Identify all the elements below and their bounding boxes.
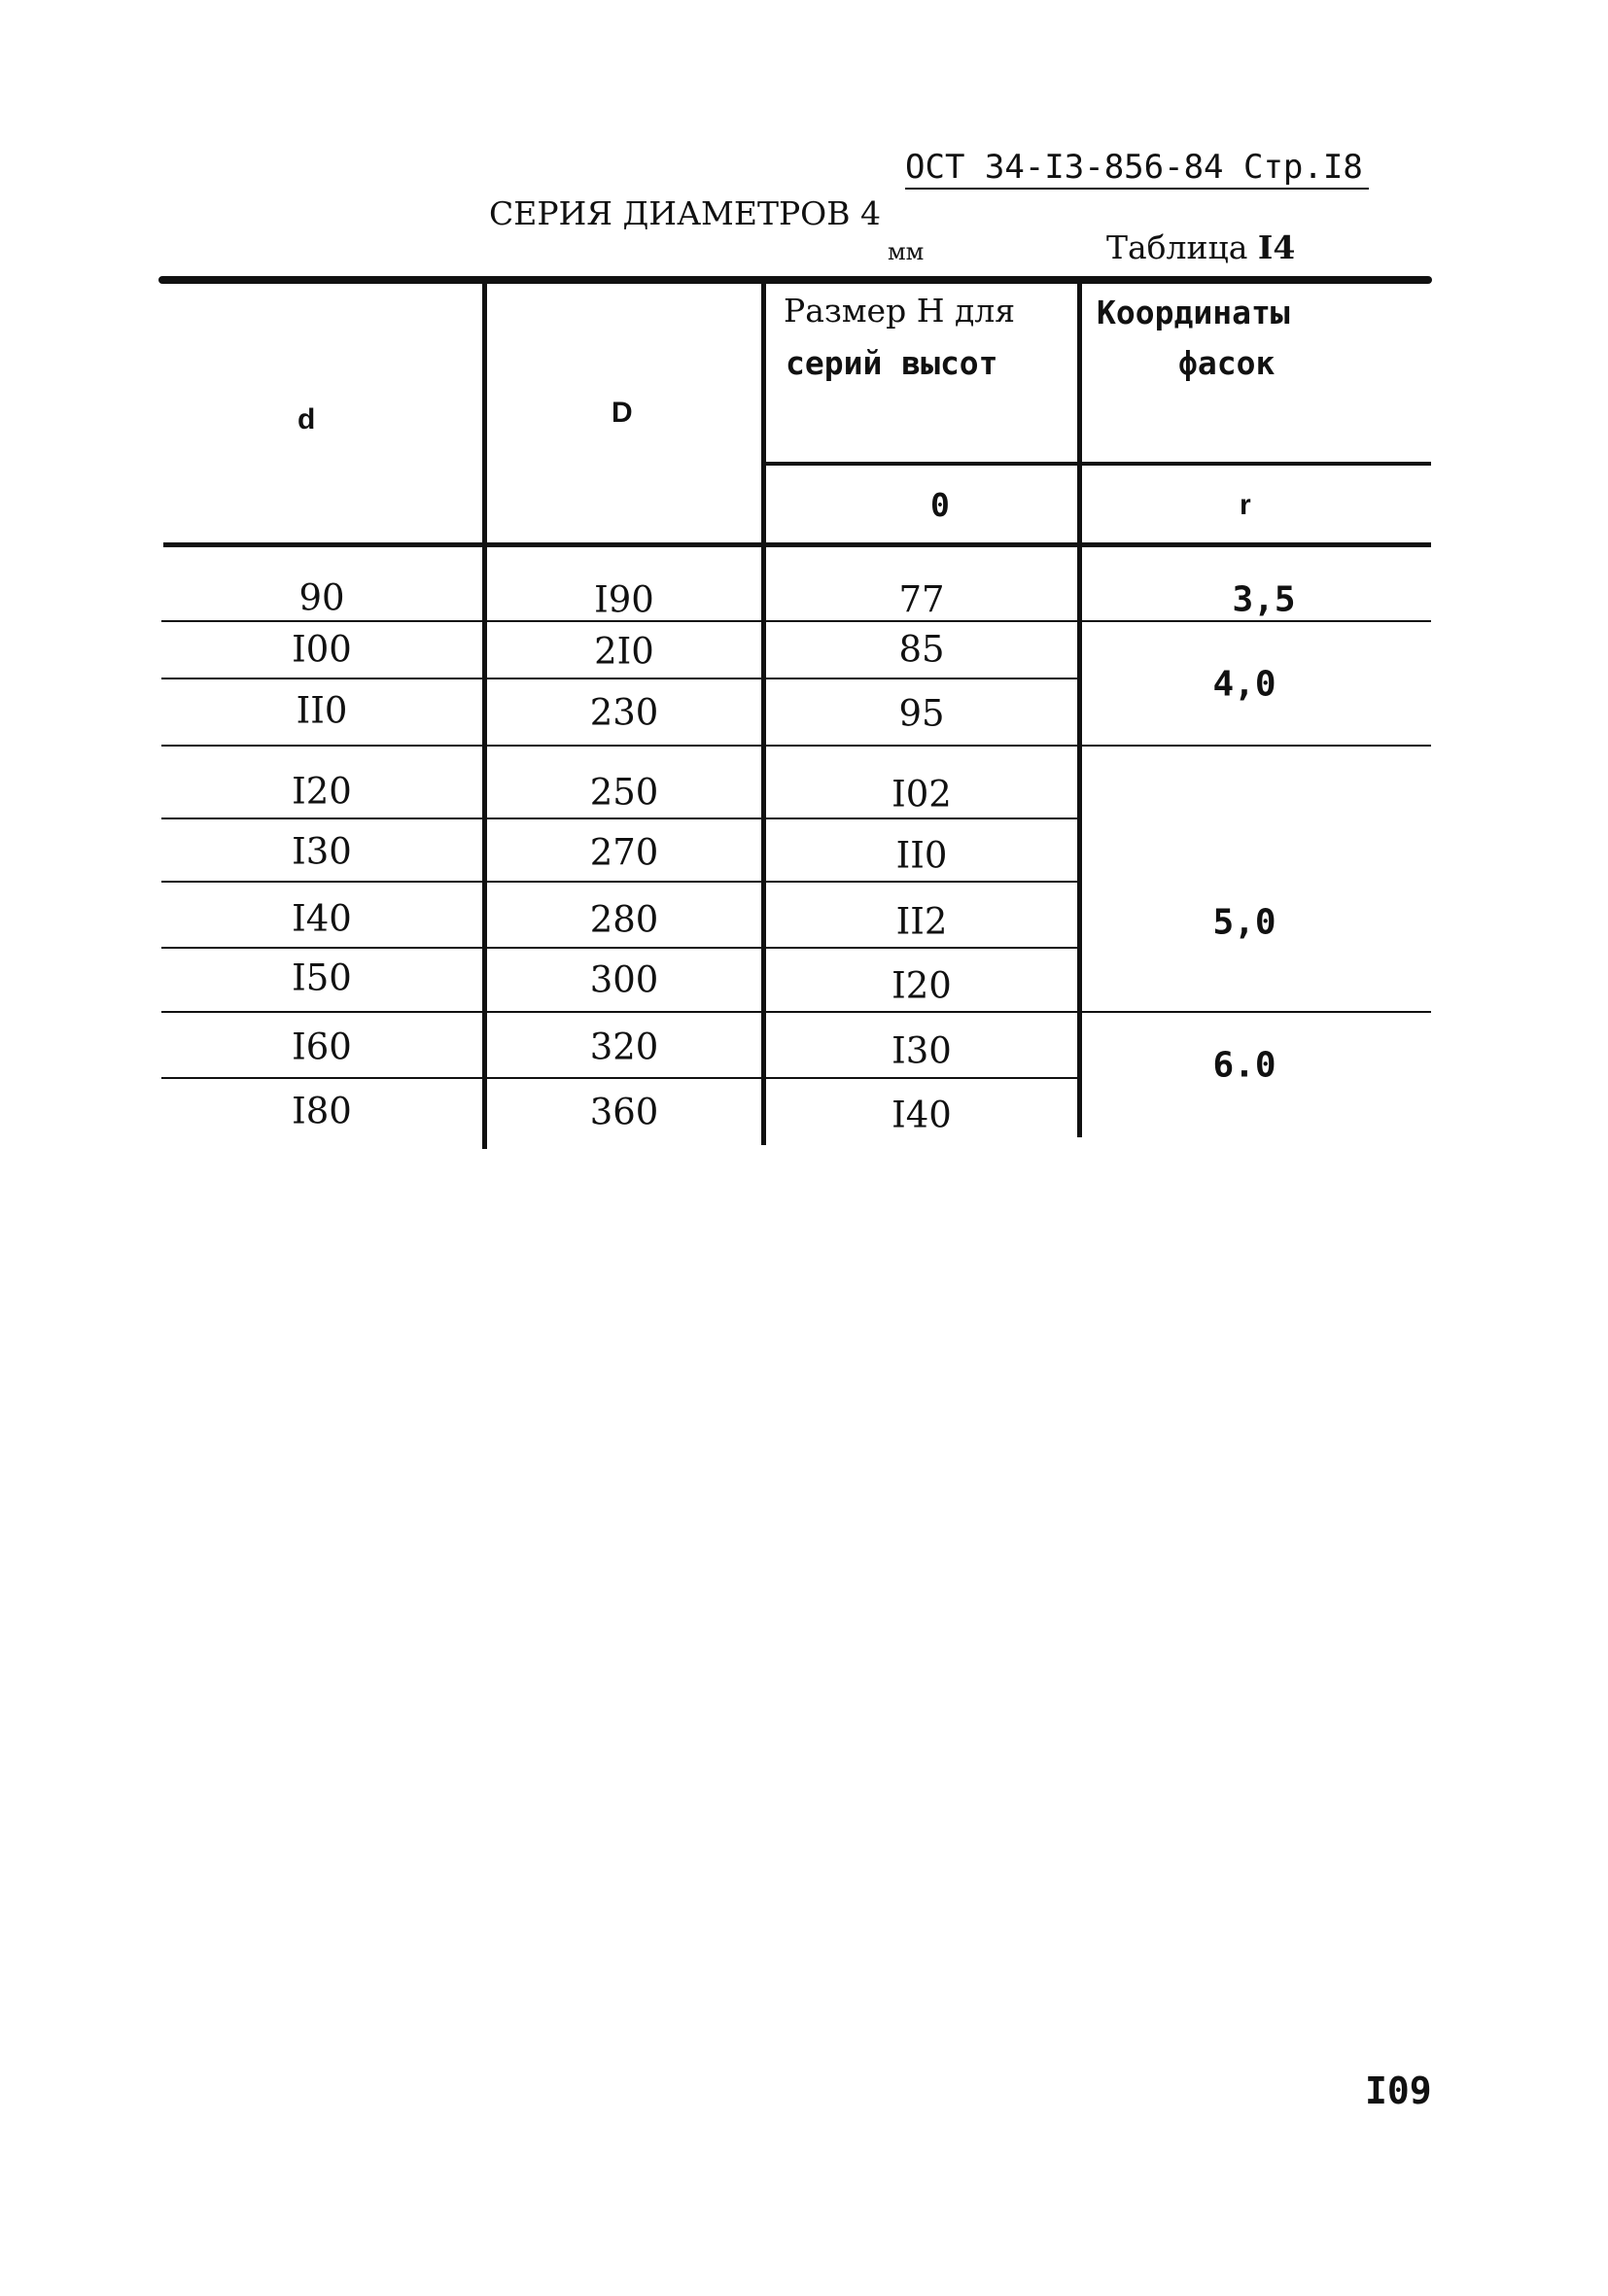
cell-D: 300 (589, 958, 659, 1001)
column-divider (1077, 282, 1082, 1137)
cell-d: II0 (296, 689, 348, 732)
cell-H: I30 (891, 1029, 952, 1072)
header-bottom-rule (163, 542, 1431, 547)
table-caption (1106, 228, 1296, 266)
cell-D: 230 (589, 691, 659, 734)
table-top-rule (158, 276, 1432, 284)
unit-label: мм (888, 238, 925, 265)
cell-H: I20 (891, 964, 952, 1007)
cell-D: 320 (589, 1026, 659, 1068)
cell-H: II0 (895, 834, 948, 877)
cell-d: 90 (298, 576, 345, 619)
cell-r: 4,0 (1212, 664, 1276, 705)
standard-reference-underline (905, 188, 1369, 190)
cell-D: I90 (594, 578, 654, 621)
cell-d: I50 (292, 957, 352, 999)
header-coord-line1: Координаты (1097, 294, 1290, 331)
row-rule (161, 1011, 1431, 1013)
standard-reference: ОСТ 34-I3-856-84 Стр.I8 (905, 148, 1363, 187)
cell-d: I60 (292, 1026, 352, 1068)
cell-d: I20 (292, 770, 352, 813)
cell-D: 250 (589, 771, 659, 814)
cell-r: 6.0 (1212, 1045, 1276, 1086)
row-rule (161, 947, 1081, 949)
cell-d: I00 (292, 628, 352, 671)
cell-H: 95 (898, 692, 945, 735)
row-rule (161, 678, 1081, 679)
header-coord-sub: r (1240, 489, 1251, 521)
header-size-sub: 0 (930, 486, 950, 524)
table-caption-number: I4 (1257, 228, 1296, 266)
header-sub-rule (764, 462, 1431, 466)
table-caption-label: Таблица (1106, 228, 1248, 266)
page-number: I09 (1365, 2070, 1432, 2112)
header-D: D (612, 397, 633, 429)
cell-d: I40 (292, 897, 352, 940)
cell-D: 360 (589, 1091, 659, 1133)
cell-H: II2 (895, 900, 948, 943)
cell-d: I30 (292, 830, 352, 873)
header-d: d (297, 403, 316, 435)
header-coord-line2: фасок (1178, 344, 1276, 382)
cell-H: 77 (898, 578, 945, 621)
header-size-line1: Размер H для (784, 292, 1016, 330)
cell-r: 5,0 (1212, 902, 1276, 943)
header-size-line2: серий высот (786, 344, 998, 382)
cell-D: 270 (589, 831, 659, 874)
cell-r: 3,5 (1232, 579, 1296, 620)
cell-D: 2I0 (594, 630, 654, 673)
row-rule (161, 881, 1081, 883)
cell-H: I40 (891, 1094, 952, 1136)
cell-D: 280 (589, 898, 659, 941)
row-rule (161, 818, 1081, 819)
row-rule (161, 745, 1431, 747)
row-rule (161, 1077, 1081, 1079)
cell-H: 85 (898, 628, 945, 671)
series-title: СЕРИЯ ДИАМЕТРОВ 4 (489, 194, 881, 232)
cell-d: I80 (292, 1090, 352, 1132)
cell-H: I02 (891, 773, 952, 816)
